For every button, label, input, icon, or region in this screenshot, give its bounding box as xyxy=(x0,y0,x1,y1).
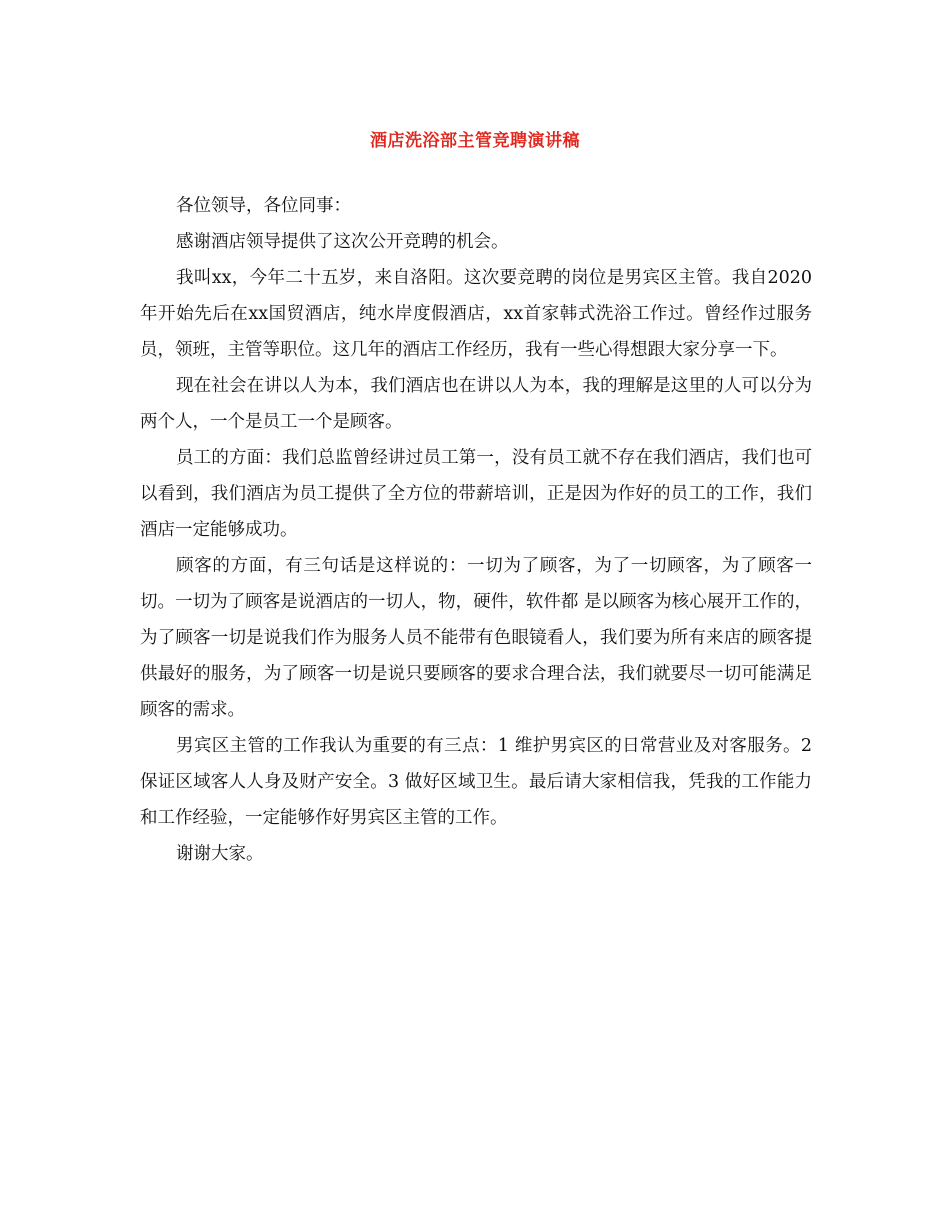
paragraph-customers: 顾客的方面，有三句话是这样说的：一切为了顾客，为了一切顾客，为了顾客一切。一切为了顾客是说酒店的一切人，物，硬件，软件都 是以顾客为核心展开工作的，为了顾客一切是说我们作为服务人员不能带有色眼镜看人，我们要为所有来店的顾客提供最好的服务，为了顾客一切是说只要顾客的要求合理合法，我们就要尽一切可能满足顾客的需求。 xyxy=(140,556,812,720)
paragraph-thanks: 感谢酒店领导提供了这次公开竞聘的机会。 xyxy=(176,232,509,252)
paragraph-people-oriented: 现在社会在讲以人为本，我们酒店也在讲以人为本，我的理解是这里的人可以分为两个人，一个是员工一个是顾客。 xyxy=(140,376,812,432)
paragraph-key-duties: 男宾区主管的工作我认为重要的有三点：1 维护男宾区的日常营业及对客服务。2 保证区域客人人身及财产安全。3 做好区域卫生。最后请大家相信我，凭我的工作能力和工作经验，一定能够作好男宾区主管的工作。 xyxy=(140,736,812,828)
paragraph-closing: 谢谢大家。 xyxy=(176,844,264,864)
paragraph-employees: 员工的方面：我们总监曾经讲过员工第一，没有员工就不存在我们酒店，我们也可以看到，我们酒店为员工提供了全方位的带薪培训，正是因为作好的员工的工作，我们酒店一定能够成功。 xyxy=(140,448,812,540)
document-title: 酒店洗浴部主管竞聘演讲稿 xyxy=(370,131,580,151)
document-body xyxy=(140,188,812,872)
paragraph-greeting: 各位领导，各位同事： xyxy=(176,196,351,216)
paragraph-introduction: 我叫xx，今年二十五岁，来自洛阳。这次要竞聘的岗位是男宾区主管。我自2020年开始先后在xx国贸酒店，纯水岸度假酒店，xx首家韩式洗浴工作过。曾经作过服务员，领班，主管等职位。这几年的酒店工作经历，我有一些心得想跟大家分享一下。 xyxy=(140,268,812,360)
